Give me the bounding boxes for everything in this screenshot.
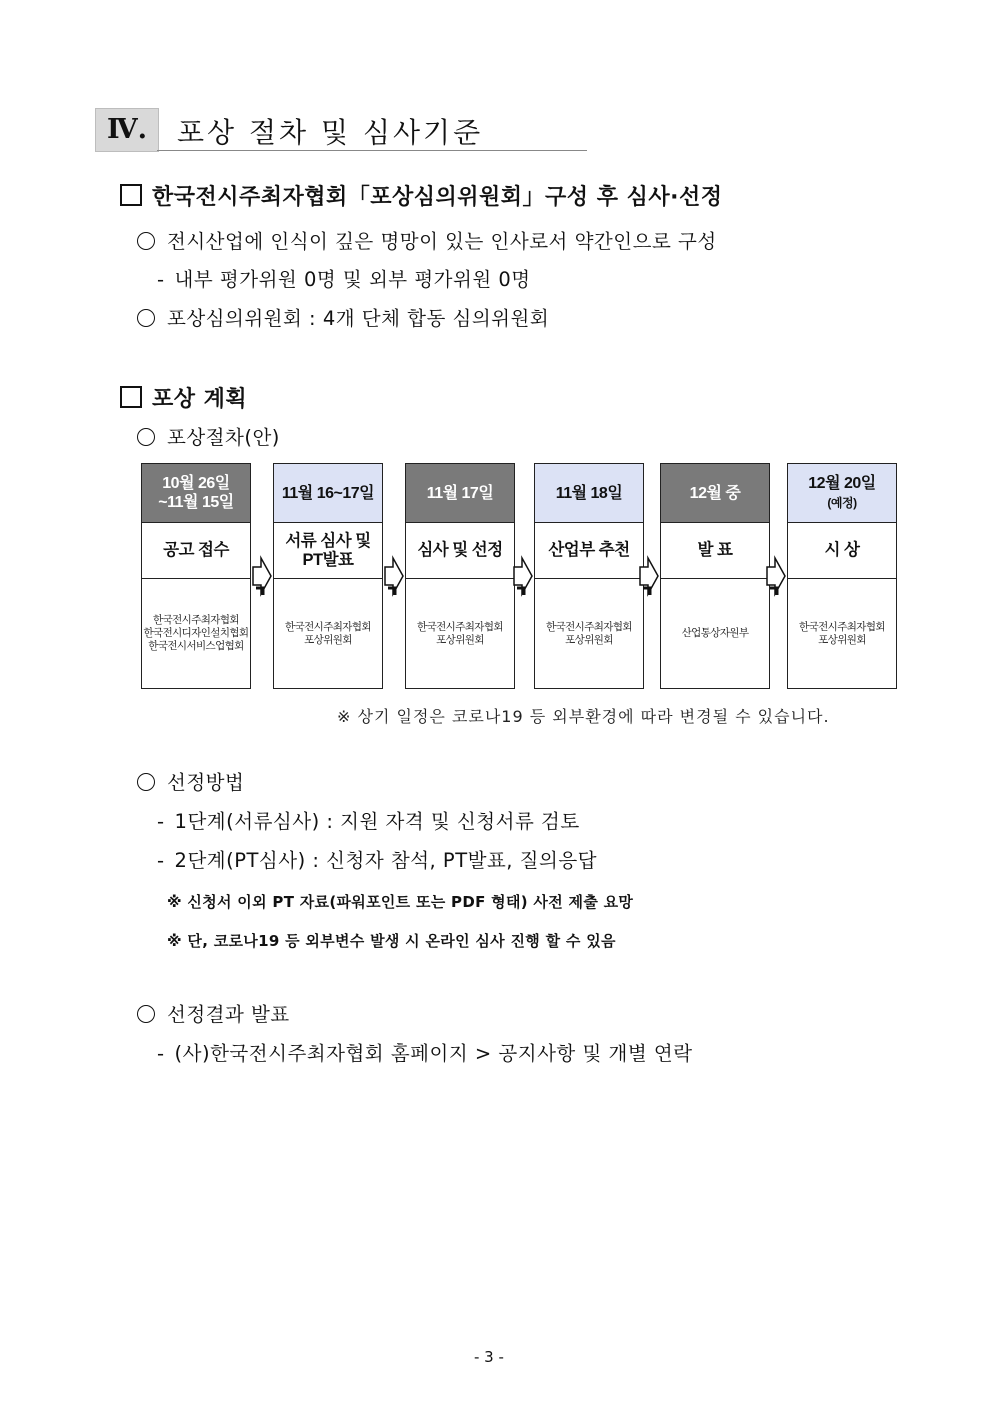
circle-bullet-icon — [137, 428, 155, 446]
item-joint-committee: 포상심의위원회 : 4개 단체 합동 심의위원회 — [137, 303, 549, 331]
step-org: 한국전시주최자협회 포상위원회 — [546, 620, 632, 646]
item-evaluators: - 내부 평가위원 0명 및 외부 평가위원 0명 — [157, 268, 531, 291]
step-org: 한국전시주최자협회 포상위원회 — [799, 620, 885, 646]
step-stage: 시 상 — [788, 523, 896, 579]
step-org: 산업통상자원부 — [681, 627, 749, 639]
page-number: - 3 - — [474, 1348, 504, 1366]
checkbox-square-icon — [120, 184, 142, 206]
step-stage: 공고 접수 — [142, 523, 250, 579]
item-stage1: - 1단계(서류심사) : 지원 자격 및 신청서류 검토 — [157, 810, 580, 833]
section-header — [95, 108, 587, 152]
item-result-announcement: 선정결과 발표 — [137, 999, 290, 1027]
flow-step-4 — [534, 463, 644, 689]
step-date: 11월 18일 — [535, 464, 643, 523]
step-stage: 심사 및 선정 — [406, 523, 514, 579]
section-title: 포상 절차 및 심사기준 — [177, 116, 484, 149]
arrow-right-icon — [251, 555, 273, 597]
circle-bullet-icon — [137, 1005, 155, 1023]
item-procedure-label: 포상절차(안) — [137, 422, 280, 450]
flow-step-5 — [660, 463, 770, 689]
item-selection-method: 선정방법 — [137, 767, 244, 795]
note-pt-materials: ※ 신청서 이외 PT 자료(파워포인트 또는 PDF 형태) 사전 제출 요망 — [167, 893, 634, 911]
schedule-note: ※ 상기 일정은 코로나19 등 외부환경에 따라 변경될 수 있습니다. — [337, 707, 830, 726]
flow-step-6 — [787, 463, 897, 689]
step-date: 12월 20일 (예정) — [788, 464, 896, 523]
step-date: 11월 17일 — [406, 464, 514, 523]
arrow-right-icon — [383, 555, 405, 597]
step-org: 한국전시주최자협회 포상위원회 — [417, 620, 503, 646]
section-number: Ⅳ. — [95, 108, 159, 152]
flow-step-1 — [141, 463, 251, 689]
heading-award-plan: 포상 계획 — [120, 382, 247, 413]
item-stage2: - 2단계(PT심사) : 신청자 참석, PT발표, 질의응답 — [157, 849, 598, 872]
flow-step-3 — [405, 463, 515, 689]
circle-bullet-icon — [137, 773, 155, 791]
item-committee-composition: 전시산업에 인식이 깊은 명망이 있는 인사로서 약간인으로 구성 — [137, 226, 717, 254]
step-stage: 서류 심사 및 PT발표 — [274, 523, 382, 579]
section-underline — [157, 150, 587, 151]
step-stage: 산업부 추천 — [535, 523, 643, 579]
arrow-right-icon — [638, 555, 660, 597]
circle-bullet-icon — [137, 232, 155, 250]
flow-step-2 — [273, 463, 383, 689]
item-result-channel: - (사)한국전시주최자협회 홈페이지 > 공지사항 및 개별 연락 — [157, 1042, 693, 1065]
note-online-review: ※ 단, 코로나19 등 외부변수 발생 시 온라인 심사 진행 할 수 있음 — [167, 932, 616, 950]
step-date: 12월 중 — [661, 464, 769, 523]
checkbox-square-icon — [120, 386, 142, 408]
arrow-right-icon — [765, 555, 787, 597]
step-stage: 발 표 — [661, 523, 769, 579]
step-org: 한국전시주최자협회 한국전시디자인설치협회 한국전시서비스업협회 — [143, 614, 249, 652]
circle-bullet-icon — [137, 309, 155, 327]
step-date: 10월 26일 ~11월 15일 — [142, 464, 250, 523]
step-org: 한국전시주최자협회 포상위원회 — [285, 620, 371, 646]
step-date: 11월 16~17일 — [274, 464, 382, 523]
arrow-right-icon — [512, 555, 534, 597]
heading-committee: 한국전시주최자협회「포상심의위원회」구성 후 심사·선정 — [120, 180, 722, 211]
